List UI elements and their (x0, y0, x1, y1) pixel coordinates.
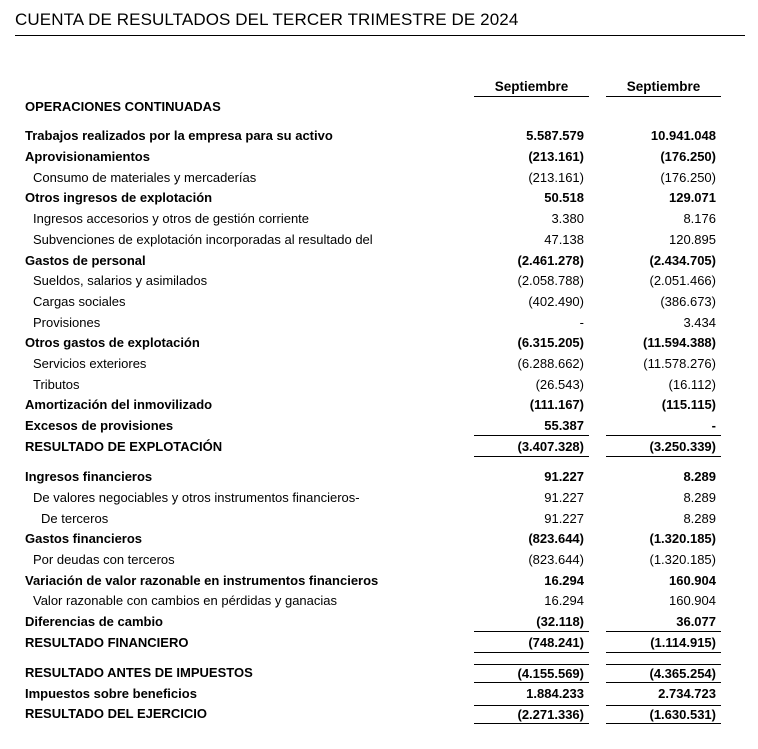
row-label: RESULTADO FINANCIERO (25, 635, 189, 650)
row-label: Gastos financieros (25, 531, 143, 546)
row-value-col1: 55.387 (474, 417, 589, 436)
row-value-col2: (386.673) (660, 294, 716, 309)
table-row (0, 293, 758, 313)
row-value-col1 (474, 98, 589, 117)
row-value-col2: (2.434.705) (649, 253, 716, 268)
row-label: Valor razonable con cambios en pérdidas y ganacias (33, 593, 337, 608)
row-value-col2: (4.365.254) (606, 664, 721, 683)
row-label: Ingresos financieros (25, 469, 153, 484)
table-row (0, 572, 758, 592)
row-value-col1: 50.518 (544, 190, 584, 205)
table-row (0, 252, 758, 272)
row-value-col1: (4.155.569) (474, 664, 589, 683)
row-value-col1: 91.227 (544, 511, 584, 526)
row-label: Sueldos, salarios y asimilados (33, 273, 208, 288)
table-row (0, 530, 758, 550)
row-value-col2 (606, 98, 721, 117)
row-label: De valores negociables y otros instrumentos financieros- (33, 490, 360, 505)
row-value-col2: 8.176 (683, 211, 716, 226)
row-value-col1: (402.490) (528, 294, 584, 309)
table-row (0, 314, 758, 334)
row-value-col2: (11.578.276) (643, 356, 716, 371)
row-label: RESULTADO ANTES DE IMPUESTOS (25, 665, 253, 680)
row-value-col1: 16.294 (544, 593, 584, 608)
row-value-col2: - (606, 417, 721, 436)
row-value-col2: (16.112) (668, 377, 716, 392)
table-row (0, 705, 758, 725)
row-value-col2: 160.904 (669, 573, 716, 588)
table-row (0, 148, 758, 168)
table-row (0, 634, 758, 654)
table-row (0, 510, 758, 530)
row-label: Subvenciones de explotación incorporadas al resultado del (33, 232, 373, 247)
row-label: Variación de valor razonable en instrumentos financieros (25, 573, 379, 588)
row-value-col1: (111.167) (529, 397, 584, 412)
row-value-col2: (176.250) (660, 170, 716, 185)
row-label: Trabajos realizados por la empresa para su activo (25, 128, 333, 143)
row-label: Servicios exteriores (33, 356, 147, 371)
row-value-col2: 3.434 (683, 315, 716, 330)
row-value-col2: 8.289 (683, 511, 716, 526)
table-row (0, 685, 758, 705)
row-label: Tributos (33, 377, 80, 392)
row-value-col1: (213.161) (528, 170, 584, 185)
table-row (0, 551, 758, 571)
row-value-col2: (1.320.185) (649, 552, 716, 567)
row-value-col2: 160.904 (669, 593, 716, 608)
table-row (0, 613, 758, 633)
row-value-col2: (115.115) (661, 397, 716, 412)
row-value-col1: (6.315.205) (517, 335, 584, 350)
row-label: Consumo de materiales y mercaderías (33, 170, 257, 185)
row-label: Ingresos accesorios y otros de gestión corriente (33, 211, 310, 226)
row-label: Cargas sociales (33, 294, 126, 309)
row-value-col2: (2.051.466) (649, 273, 716, 288)
row-value-col2: (3.250.339) (606, 438, 721, 457)
row-value-col1: (3.407.328) (474, 438, 589, 457)
row-value-col2: 2.734.723 (658, 686, 716, 701)
row-value-col2: 36.077 (606, 613, 721, 632)
row-label: Por deudas con terceros (33, 552, 175, 567)
row-label: Gastos de personal (25, 253, 146, 268)
row-value-col1: 47.138 (544, 232, 584, 247)
row-value-col1: (823.644) (528, 552, 584, 567)
row-value-col1: 5.587.579 (526, 128, 584, 143)
row-value-col1: (823.644) (528, 531, 584, 546)
report-title-block (15, 9, 745, 36)
row-value-col1: 16.294 (544, 573, 584, 588)
row-label: Otros gastos de explotación (25, 335, 200, 350)
row-value-col2: 8.289 (683, 469, 716, 484)
row-label: Diferencias de cambio (25, 614, 163, 629)
row-value-col2: (1.320.185) (649, 531, 716, 546)
table-row (0, 189, 758, 209)
row-value-col2: 129.071 (669, 190, 716, 205)
table-row (0, 417, 758, 437)
row-label: Aprovisionamientos (25, 149, 150, 164)
column-header-2: Septiembre (606, 78, 721, 97)
row-label: Otros ingresos de explotación (25, 190, 213, 205)
table-row (0, 169, 758, 189)
row-value-col1: (32.118) (474, 613, 589, 632)
row-value-col2: (1.114.915) (606, 634, 721, 653)
row-value-col2: 10.941.048 (650, 128, 716, 143)
row-value-col2: (11.594.388) (642, 335, 716, 350)
table-row (0, 355, 758, 375)
row-value-col1: - (579, 315, 584, 330)
table-row (0, 272, 758, 292)
row-value-col1: (26.543) (535, 377, 584, 392)
table-row (0, 468, 758, 488)
table-row (0, 489, 758, 509)
table-row (0, 334, 758, 354)
row-value-col2: (176.250) (660, 149, 716, 164)
table-row (0, 210, 758, 230)
column-header-1: Septiembre (474, 78, 589, 97)
row-value-col1: (2.461.278) (517, 253, 584, 268)
table-row (0, 127, 758, 147)
row-value-col1: (748.241) (474, 634, 589, 653)
table-row (0, 98, 758, 118)
table-row (0, 376, 758, 396)
row-value-col2: (1.630.531) (606, 705, 721, 724)
row-value-col1: (2.058.788) (517, 273, 584, 288)
row-label: De terceros (41, 511, 109, 526)
row-value-col1: 91.227 (544, 490, 584, 505)
row-value-col1: (2.271.336) (474, 705, 589, 724)
row-value-col1: 1.884.233 (526, 686, 584, 701)
table-row (0, 231, 758, 251)
row-value-col1: (213.161) (528, 149, 584, 164)
row-label: RESULTADO DE EXPLOTACIÓN (25, 439, 223, 454)
row-value-col2: 8.289 (683, 490, 716, 505)
row-value-col1: (6.288.662) (517, 356, 584, 371)
row-label: OPERACIONES CONTINUADAS (25, 99, 221, 114)
row-label: Excesos de provisiones (25, 418, 174, 433)
table-row (0, 396, 758, 416)
report-title: CUENTA DE RESULTADOS DEL TERCER TRIMESTRE DE 2024 (15, 10, 519, 29)
table-row (0, 438, 758, 458)
table-row (0, 664, 758, 684)
row-label: RESULTADO DEL EJERCICIO (25, 706, 208, 721)
row-value-col2: 120.895 (669, 232, 716, 247)
row-label: Amortización del inmovilizado (25, 397, 213, 412)
row-value-col1: 91.227 (544, 469, 584, 484)
row-value-col1: 3.380 (551, 211, 584, 226)
row-label: Impuestos sobre beneficios (25, 686, 197, 701)
row-label: Provisiones (33, 315, 101, 330)
table-row (0, 592, 758, 612)
